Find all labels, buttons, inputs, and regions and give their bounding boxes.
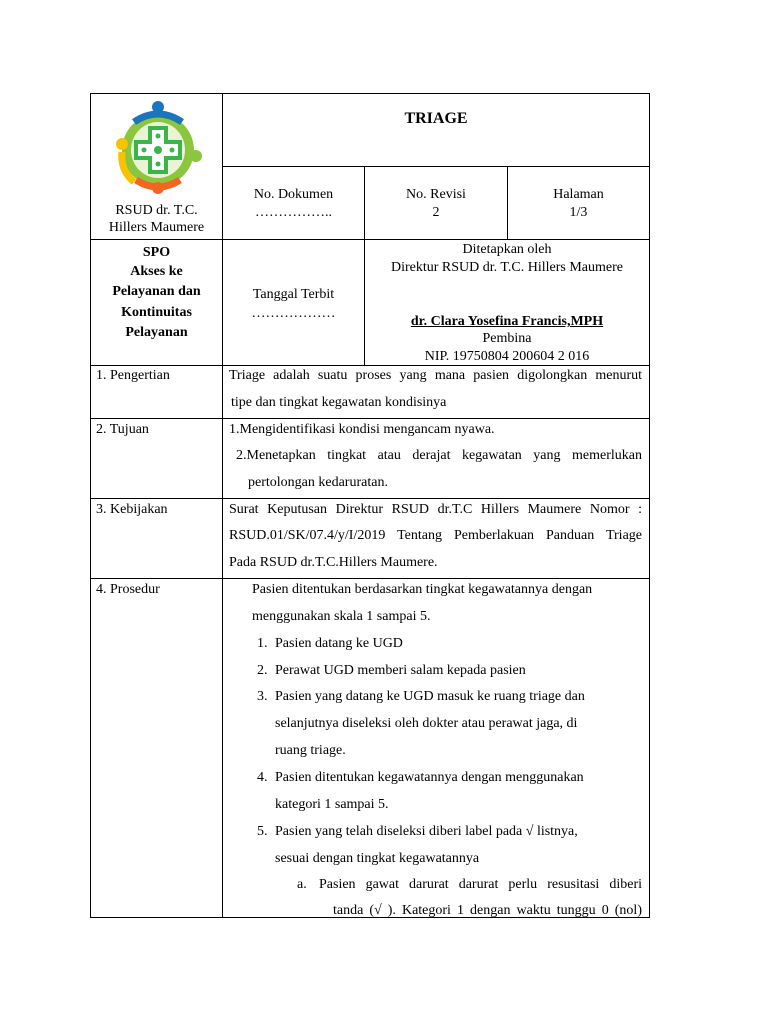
kebijakan-text-line: Pada RSUD dr.T.C.Hillers Maumere. xyxy=(229,555,438,570)
kebijakan-text-line: RSUD.01/SK/07.4/y/I/2019 Tentang Pemberlakuan Panduan Triage xyxy=(229,528,642,543)
prosedur-step-line: sesuai dengan tingkat kegawatannya xyxy=(275,851,480,866)
table-line-tujuan-bottom xyxy=(90,498,650,499)
prosedur-intro-line: Pasien ditentukan berdasarkan tingkat kegawatannya dengan xyxy=(252,582,593,597)
ditetapkan-line2: Direktur RSUD dr. T.C. Hillers Maumere xyxy=(390,260,623,275)
section-label-prosedur: 4. Prosedur xyxy=(96,582,160,597)
signatory-nip: NIP. 19750804 200604 2 016 xyxy=(424,349,590,364)
no-dokumen-value: …………….. xyxy=(255,205,332,220)
prosedur-step-line: Pasien yang telah diseleksi diberi label pada √ listnya, xyxy=(275,824,578,839)
table-line-spo-bottom xyxy=(90,365,650,366)
no-revisi-value: 2 xyxy=(432,205,440,220)
prosedur-step-line: ruang triage. xyxy=(275,743,346,758)
tanggal-terbit-label: Tanggal Terbit xyxy=(252,287,335,302)
hospital-name-line2: Hillers Maumere xyxy=(108,220,205,235)
table-border-right xyxy=(649,93,650,918)
prosedur-step-line: Pasien yang datang ke UGD masuk ke ruang triage dan xyxy=(275,689,585,704)
hospital-cross-logo xyxy=(112,100,204,196)
spo-title-line: SPO xyxy=(142,245,171,260)
no-dokumen-label: No. Dokumen xyxy=(253,187,334,202)
kebijakan-text-line: Surat Keputusan Direktur RSUD dr.T.C Hillers Maumere Nomor : xyxy=(229,502,642,517)
table-line-halaman-col xyxy=(507,166,508,240)
spo-title-line: Akses ke xyxy=(130,264,183,279)
spo-title-line: Kontinuitas xyxy=(121,305,192,320)
section-label-tujuan: 2. Tujuan xyxy=(96,422,149,437)
table-line-title-bottom xyxy=(222,166,650,167)
no-revisi-label: No. Revisi xyxy=(406,187,466,202)
prosedur-step-line: selanjutnya diseleksi oleh dokter atau perawat jaga, di xyxy=(275,716,578,731)
prosedur-step-line: kategori 1 sampai 5. xyxy=(275,797,389,812)
spo-title-line: Pelayanan xyxy=(125,325,188,340)
tujuan-item2-line2: pertolongan kedaruratan. xyxy=(248,475,388,490)
table-line-kebijakan-bottom xyxy=(90,578,650,579)
spo-title-line: Pelayanan dan xyxy=(112,284,201,299)
pengertian-text-line: tipe dan tingkat kegawatan kondisinya xyxy=(231,395,447,410)
prosedur-step-number: 5. xyxy=(257,824,268,839)
prosedur-sub-line: Pasien gawat darurat darurat perlu resusitasi diberi xyxy=(319,877,642,892)
prosedur-step-line: Perawat UGD memberi salam kepada pasien xyxy=(275,663,526,678)
signatory-name: dr. Clara Yosefina Francis,MPH xyxy=(410,314,604,329)
tujuan-item1: 1.Mengidentifikasi kondisi mengancam nyawa. xyxy=(229,422,495,437)
tanggal-terbit-value: ……………… xyxy=(251,306,336,321)
table-line-header-bottom xyxy=(90,239,650,240)
prosedur-sub-line: tanda (√ ). Kategori 1 dengan waktu tunggu 0 (nol) xyxy=(333,903,642,918)
prosedur-step-line: Pasien ditentukan kegawatannya dengan menggunakan xyxy=(275,770,584,785)
prosedur-intro-line: menggunakan skala 1 sampai 5. xyxy=(252,609,431,624)
hospital-name-line1: RSUD dr. T.C. xyxy=(115,203,198,218)
document-title: TRIAGE xyxy=(404,110,468,127)
prosedur-step-number: 1. xyxy=(257,636,268,651)
prosedur-step-number: 4. xyxy=(257,770,268,785)
prosedur-sub-number: a. xyxy=(297,877,307,892)
prosedur-step-number: 3. xyxy=(257,689,268,704)
ditetapkan-line1: Ditetapkan oleh xyxy=(462,242,552,257)
signatory-rank: Pembina xyxy=(482,331,532,346)
halaman-label: Halaman xyxy=(553,187,604,202)
prosedur-step-number: 2. xyxy=(257,663,268,678)
section-label-pengertian: 1. Pengertian xyxy=(96,368,170,383)
prosedur-step-line: Pasien datang ke UGD xyxy=(275,636,403,651)
tujuan-item2-line1: 2.Menetapkan tingkat atau derajat kegawatan yang memerlukan xyxy=(236,448,642,463)
pengertian-text-line: Triage adalah suatu proses yang mana pasien digolongkan menurut xyxy=(229,368,642,383)
section-label-kebijakan: 3. Kebijakan xyxy=(96,502,168,517)
table-border-top xyxy=(90,93,650,94)
table-line-pengertian-bottom xyxy=(90,418,650,419)
halaman-value: 1/3 xyxy=(569,205,588,220)
